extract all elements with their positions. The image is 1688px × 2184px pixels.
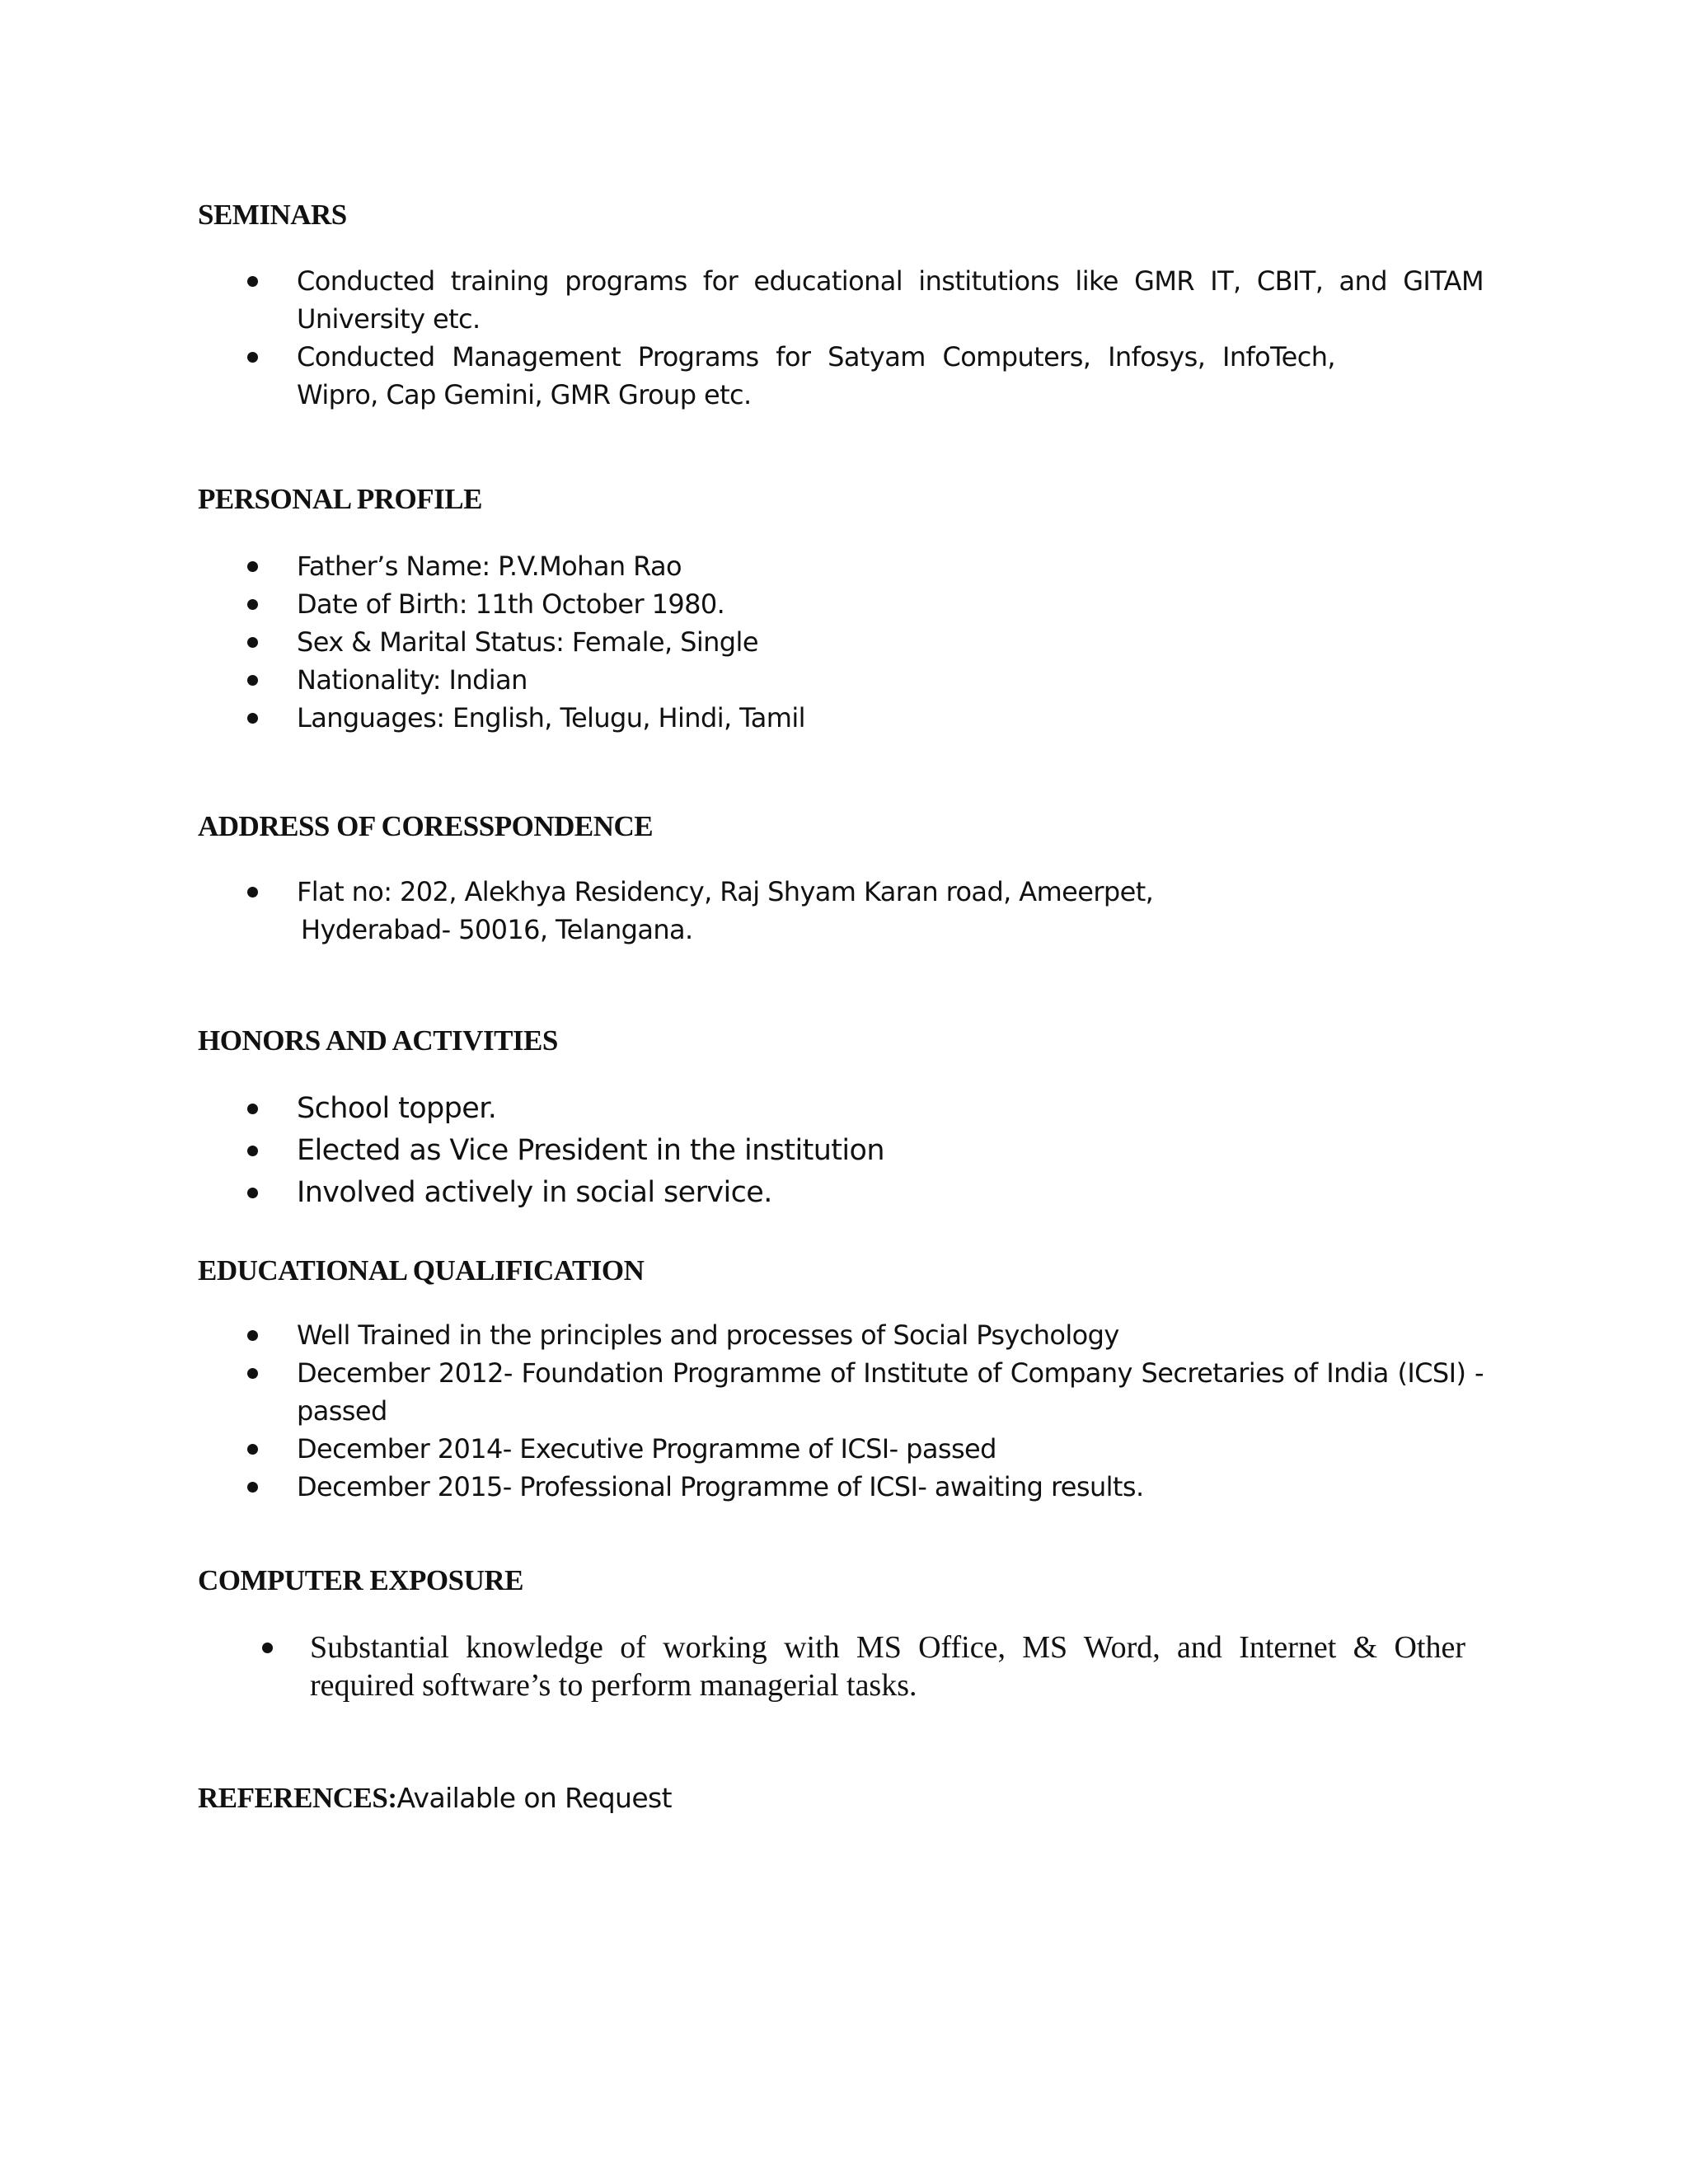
education-list [247, 1316, 1484, 1506]
honors-heading: HONORS AND ACTIVITIES [198, 1024, 558, 1057]
list-item: December 2014- Executive Programme of ICSI- passed [247, 1430, 1484, 1468]
bullet-icon [247, 1368, 258, 1379]
honors-list [247, 1088, 1484, 1214]
address-heading: ADDRESS OF CORESSPONDENCE [198, 810, 654, 842]
address-list [247, 873, 1484, 949]
list-item: December 2015- Professional Programme of ICSI- awaiting results. [247, 1468, 1484, 1506]
education-heading: EDUCATIONAL QUALIFICATION [198, 1254, 645, 1286]
computer-exposure-list [254, 1629, 1465, 1704]
seminars-list [247, 262, 1484, 414]
list-item: Conducted Management Programs for Satyam Computers, Infosys, InfoTech, Wipro, Cap Gemini, GMR Group etc. [247, 338, 1484, 414]
bullet-icon [247, 1146, 258, 1156]
list-item: Well Trained in the principles and processes of Social Psychology [247, 1316, 1484, 1354]
bullet-icon [247, 561, 258, 572]
bullet-icon [247, 1482, 258, 1493]
bullet-icon [247, 713, 258, 724]
references-label: REFERENCES: [198, 1782, 397, 1814]
list-item: December 2012- Foundation Programme of Institute of Company Secretaries of India (ICSI) - passed [247, 1354, 1484, 1430]
list-item: Elected as Vice President in the institution [247, 1130, 1484, 1172]
seminars-heading: SEMINARS [198, 199, 347, 231]
bullet-icon [247, 276, 258, 287]
bullet-icon [247, 887, 258, 898]
bullet-icon [247, 352, 258, 363]
computer-exposure-heading: COMPUTER EXPOSURE [198, 1564, 523, 1596]
list-item: Flat no: 202, Alekhya Residency, Raj Shyam Karan road, Ameerpet, Hyderabad- 50016, Telangana. [247, 873, 1484, 949]
list-item: Father’s Name: P.V.Mohan Rao [247, 547, 1484, 585]
bullet-icon [247, 1444, 258, 1455]
list-item: Substantial knowledge of working with MS Office, MS Word, and Internet & Other required software’s to perform managerial tasks. [254, 1629, 1465, 1704]
personal-profile-list [247, 547, 1484, 737]
bullet-icon [247, 637, 258, 648]
list-item: Languages: English, Telugu, Hindi, Tamil [247, 699, 1484, 737]
bullet-icon [247, 1104, 258, 1114]
personal-profile-heading: PERSONAL PROFILE [198, 483, 482, 515]
list-item: Date of Birth: 11th October 1980. [247, 585, 1484, 623]
list-item: School topper. [247, 1088, 1484, 1130]
bullet-icon [262, 1643, 273, 1653]
list-item: Involved actively in social service. [247, 1172, 1484, 1214]
bullet-icon [247, 1330, 258, 1341]
list-item: Conducted training programs for educational institutions like GMR IT, CBIT, and GITAM University etc. [247, 262, 1484, 338]
references-line [198, 1783, 672, 1812]
references-value: Available on Request [396, 1782, 672, 1814]
bullet-icon [247, 1188, 258, 1198]
list-item: Sex & Marital Status: Female, Single [247, 623, 1484, 661]
bullet-icon [247, 599, 258, 610]
list-item: Nationality: Indian [247, 661, 1484, 699]
bullet-icon [247, 675, 258, 686]
